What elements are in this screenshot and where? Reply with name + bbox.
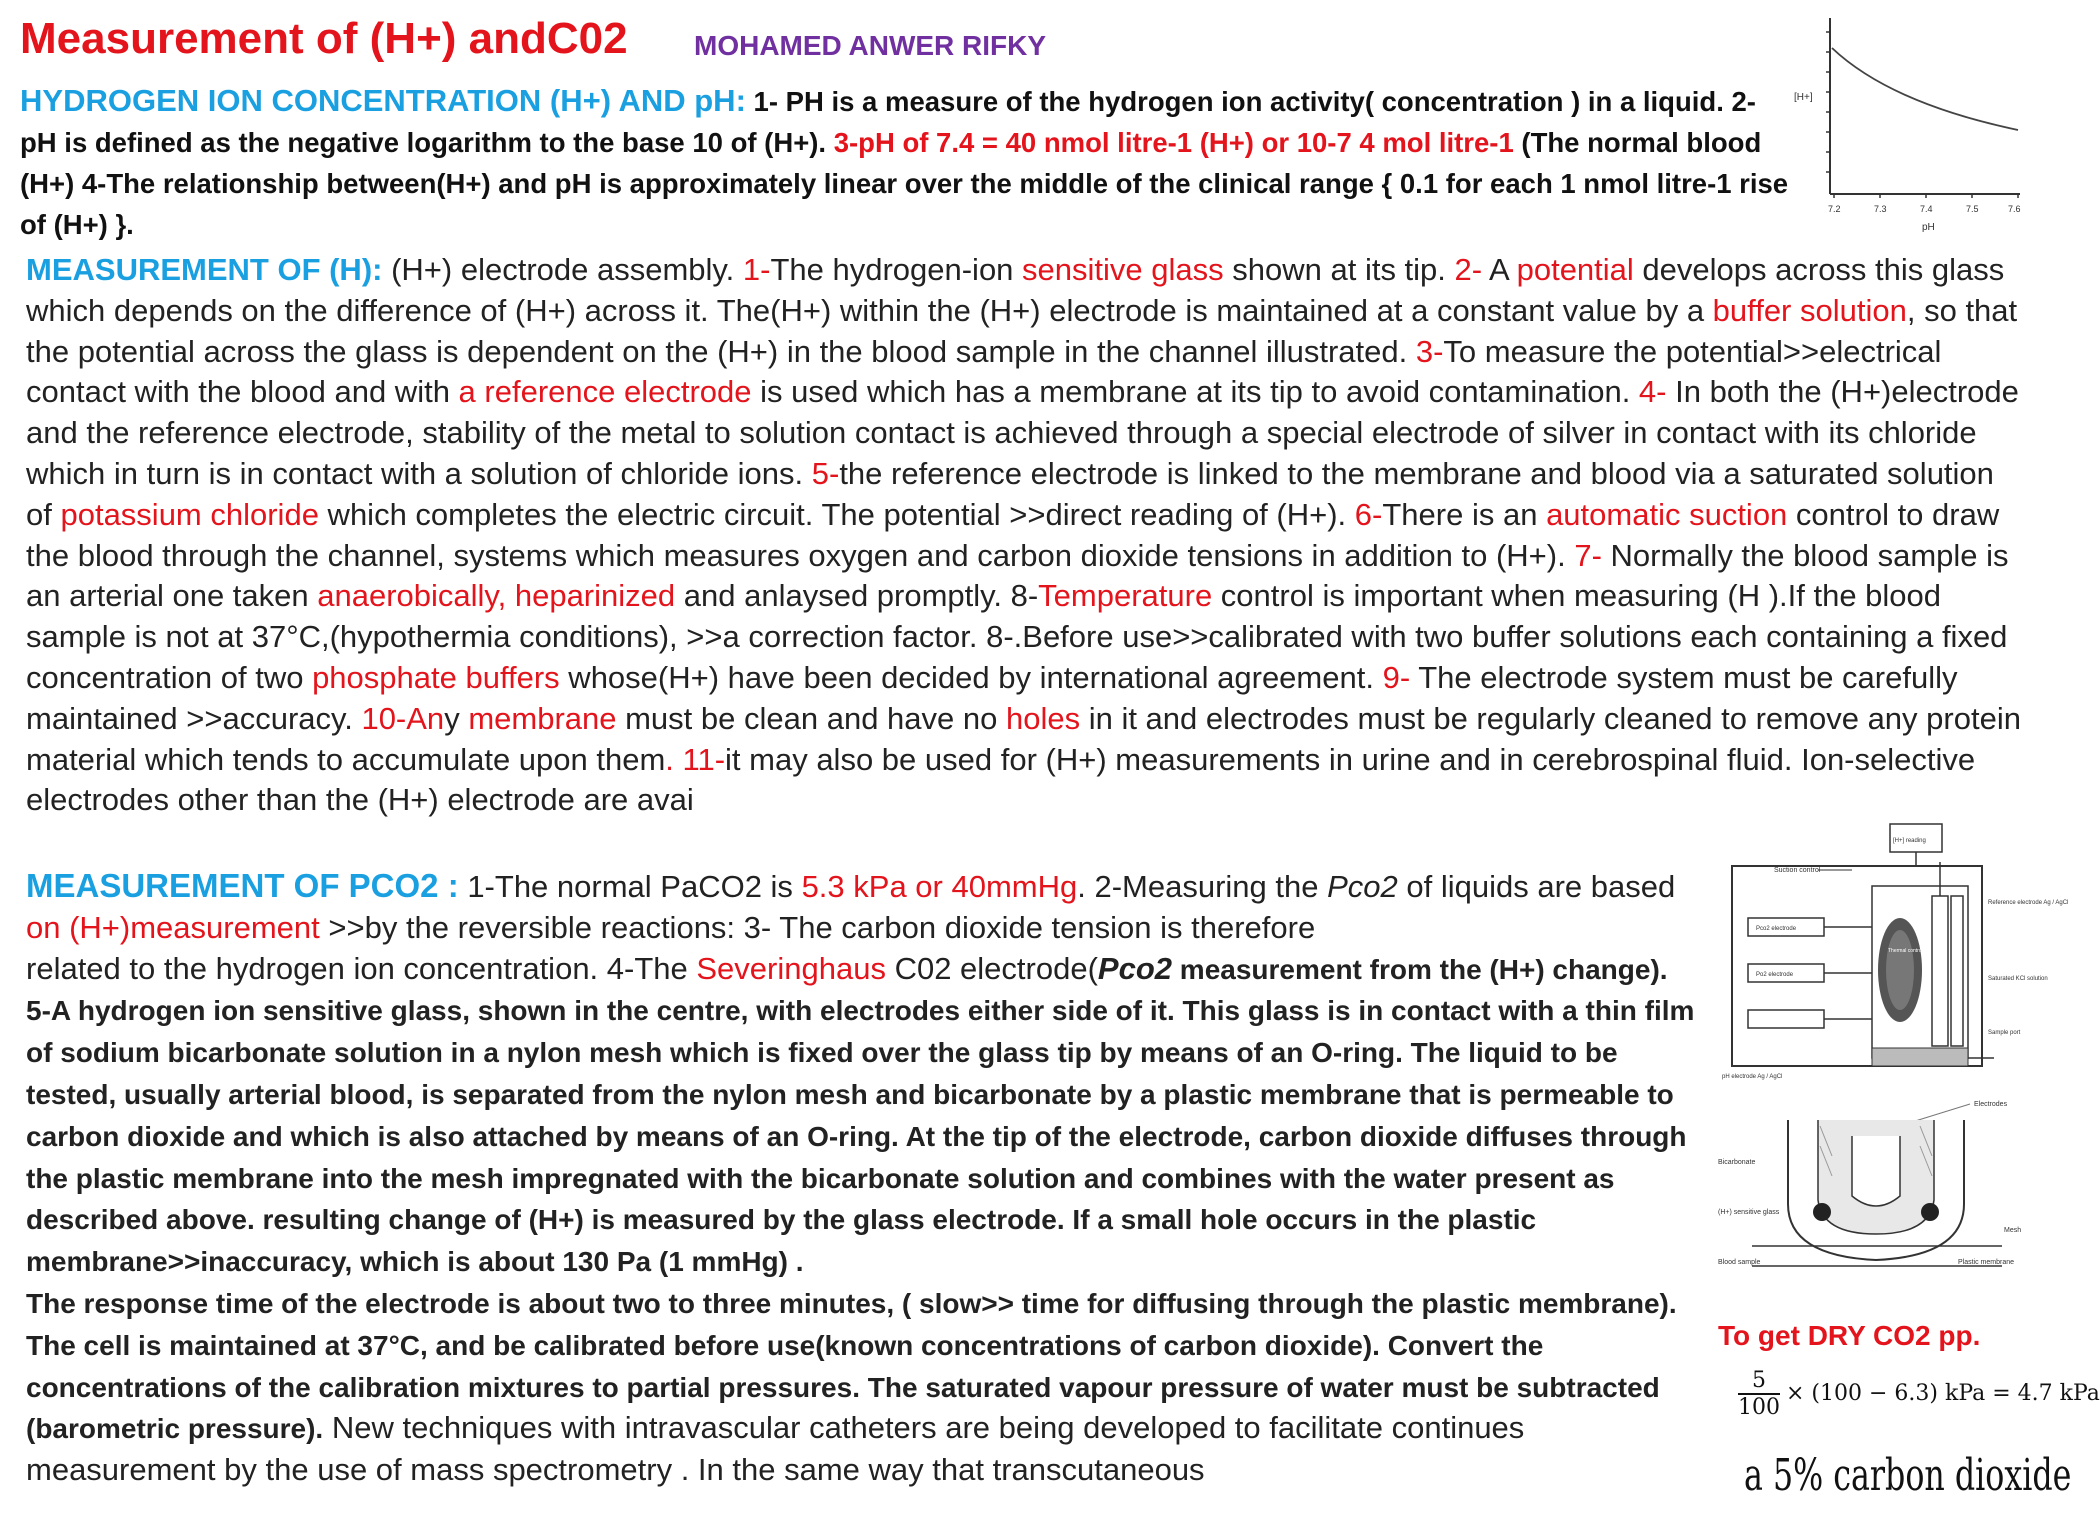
ph-glass-electrode [1852, 1136, 1900, 1206]
fraction-denominator: 100 [1738, 1395, 1780, 1420]
fraction [1738, 1368, 1780, 1420]
text-run-red: 5- [811, 455, 840, 491]
text-run: control to draw the blood through the channel, systems which measures oxygen and carbon dioxide tensions in addition to (H+). [26, 496, 2000, 573]
text-run-red: 3- [1415, 333, 1444, 369]
reference-label: Reference electrode Ag / AgCl [1988, 900, 2069, 906]
text-run-red: . 11- [665, 741, 726, 777]
text-run-red: 7- [1574, 537, 1602, 573]
glass-label: (H+) sensitive glass [1718, 1209, 1780, 1216]
formula-rest: × (100 − 6.3) kPa = 4.7 kPa [1786, 1381, 2100, 1406]
text-run-red: 2- [1454, 252, 1489, 287]
fraction-numerator: 5 [1738, 1368, 1780, 1395]
text-run-red: holes [1005, 700, 1081, 736]
text-run: shown at its tip. [1223, 252, 1455, 287]
o-ring-left [1813, 1203, 1831, 1221]
text-run-red: 6- [1354, 496, 1383, 532]
text-run-red: sensitive glass [1022, 252, 1224, 287]
text-run: There is an [1382, 496, 1547, 532]
page-title: Measurement of (H+) andC02 [20, 14, 628, 63]
x-axis-label: pH [1922, 222, 1935, 233]
hydrogen-ion-section [20, 80, 1790, 245]
hydrogen-text-red: 3-pH of 7.4 = 40 nmol litre-1 (H+) or 10-7 4 mol litre-1 [833, 127, 1514, 158]
electrode-assembly-diagram [1722, 822, 2069, 1092]
x-tick-label: 7.5 [1966, 204, 1979, 214]
dry-co2-label: To get DRY CO2 pp. [1718, 1320, 1981, 1351]
text-run: A [1489, 252, 1517, 287]
blood-label: Blood sample [1718, 1259, 1761, 1266]
text-run: which completes the electric circuit. The potential >>direct reading of (H+). [318, 496, 1355, 532]
measurement-h-heading: MEASUREMENT OF (H): [26, 252, 383, 287]
saturated-label: Saturated KCl solution [1988, 976, 2048, 982]
carbon-dioxide-caption: a 5% carbon dioxide [1744, 1450, 2072, 1501]
text-run: In both the (H+)electrode and the reference electrode, stability of the metal to solution contact is achieved through a special electrode of silver in contact with its chloride which in turn is in contact with a solution of chloride ions. [26, 374, 2019, 491]
mesh-label: Mesh [2004, 1227, 2022, 1234]
text-run-red: 1- [742, 252, 771, 287]
text-run-red: Severinghaus [696, 950, 886, 986]
o-ring-right [1921, 1203, 1939, 1221]
text-run: The electrode system must be carefully maintained >>accuracy. [26, 659, 1958, 736]
text-run: control is important when measuring (H ).If the blood sample is not at 37°C,(hypothermia conditions), >>a correction factor. 8-.Before use>>calibrated with two buffer solutions each containing a fixed concentration of two [26, 578, 2008, 695]
text-run-red: 5.3 kPa or 40mmHg [801, 869, 1078, 904]
text-run: in it and electrodes must be regularly cleaned to remove any protein material which tends to accumulate upon them [26, 700, 2021, 777]
text-run: of liquids are based [1397, 869, 1676, 904]
hydrogen-text-1: 1- PH is a measure of the hydrogen ion activity( concentration ) in a liquid. 2- pH is defined as the negative logarithm to the base 10 of (H+). [20, 86, 1756, 158]
text-run: C02 electrode( [885, 950, 1098, 986]
plastic-label: Plastic membrane [1958, 1259, 2015, 1266]
text-run-bold: The response time of the electrode is about two to three minutes, ( slow>> time for diffusing through the plastic membrane). The cell is maintained at 37°C, and be calibrated before use(known concentrations of carbon dioxide). Convert the concentrations of the calibration mixtures to partial pressures. The saturated vapour pressure of water must be subtracted (barometric pressure). [26, 1287, 1677, 1445]
pco2-electrode-diagram [1712, 1096, 2042, 1286]
text-run: To measure the potential>>electrical contact with the blood and with [26, 333, 1942, 410]
text-run: Normally the blood sample is an arterial one taken [26, 537, 2009, 614]
text-run: it may also be used for (H+) measurements in urine and in cerebrospinal fluid. Ion-selective electrodes other than the (H+) electrode are avai [26, 741, 1976, 818]
hplus-reading-label: [H+] reading [1893, 838, 1926, 844]
text-run: related to the hydrogen ion concentration. 4-The [26, 950, 697, 986]
text-run-red: Temperature [1038, 578, 1213, 614]
measurement-pco2-heading: MEASUREMENT OF PCO2 : [26, 867, 459, 904]
author-name: MOHAMED ANWER RIFKY [694, 30, 1047, 61]
suction-label: Suction control [1774, 867, 1821, 874]
ph-electrode [1748, 1010, 1824, 1028]
text-run-red: phosphate buffers [312, 659, 560, 695]
text-run: and anlaysed promptly. 8- [675, 578, 1039, 614]
text-run: New techniques with intravascular catheters are being developed to facilitate continues measurement by the use of mass spectrometry . In the same way that transcutaneous [26, 1410, 1525, 1488]
measurement-h-section [26, 250, 2026, 821]
text-run: y [444, 700, 469, 736]
text-run: 1-The normal PaCO2 is [458, 869, 802, 904]
text-run-bold: measurement from the (H+) change). 5-A hydrogen ion sensitive glass, shown in the centre, with electrodes either side of it. This glass is in contact with a thin film of sodium bicarbonate solution in a nylon mesh which is fixed over the glass tip by means of an O-ring. The liquid to be tested, usually arterial blood, is separated from the nylon mesh and bicarbonate by a plastic membrane that is permeable to carbon dioxide and which is also attached by means of an O-ring. At the tip of the electrode, carbon dioxide diffuses through the plastic membrane into the mesh impregnated with the bicarbonate solution and combines with the water present as described above. resulting change of (H+) is measured by the glass electrode. If a small hole occurs in the plastic membrane>>inaccuracy, which is about 130 Pa (1 mmHg) . [26, 953, 1695, 1278]
text-run: is used which has a membrane at its tip to avoid contamination. [751, 374, 1639, 410]
electrodes-label: Electrodes [1974, 1101, 2008, 1108]
reference-electrode [1932, 896, 1948, 1046]
measurement-pco2-section [26, 866, 1696, 1491]
text-run-red: potassium chloride [60, 496, 319, 532]
dry-co2-formula [1738, 1368, 2100, 1420]
text-run: . 2-Measuring the [1077, 869, 1328, 904]
ph-hplus-graph [1790, 8, 2030, 238]
x-tick-label: 7.4 [1920, 204, 1933, 214]
text-run-red: buffer solution [1712, 292, 1907, 328]
text-run: must be clean and have no [616, 700, 1006, 736]
y-axis-label: [H+] [1794, 92, 1813, 103]
text-run: >>by the reversible reactions: 3- The carbon dioxide tension is therefore [319, 909, 1316, 945]
hplus-curve [1832, 48, 2018, 130]
text-run-red: 4- [1638, 374, 1667, 410]
text-run-red: potential [1516, 252, 1634, 287]
text-run: The hydrogen-ion [770, 252, 1023, 287]
text-run-red: on (H+)measurement [26, 909, 320, 945]
text-run-italic: Pco2 [1327, 869, 1398, 904]
text-run: whose(H+) have been decided by international agreement. [559, 659, 1383, 695]
bicarbonate-label: Bicarbonate [1718, 1159, 1756, 1166]
x-tick-label: 7.3 [1874, 204, 1887, 214]
po2-label: Po2 electrode [1756, 972, 1794, 978]
hydrogen-text-2: (The normal blood (H+) 4-The relationship between(H+) and pH is approximately linear over the middle of the clinical range { 0.1 for each 1 nmol litre-1 rise of (H+) }. [20, 127, 1789, 240]
text-run-red: membrane [468, 700, 617, 736]
text-run-red: a reference electrode [458, 374, 752, 410]
text-run-red: anaerobically, heparinized [317, 578, 676, 614]
thermal-label: Thermal control system at 37°C [1888, 948, 1959, 954]
text-run: develops across this glass which depends on the difference of (H+) across it. The(H+) within the (H+) electrode is maintained at a constant value by a [26, 252, 2005, 328]
text-run-red: automatic suction [1546, 496, 1788, 532]
ph-electrode-label: pH electrode Ag / AgCl [1722, 1074, 1783, 1080]
pco2-label: Pco2 electrode [1756, 926, 1797, 932]
text-run: (H+) electrode assembly. [382, 252, 743, 287]
x-tick-label: 7.6 [2008, 204, 2021, 214]
text-run-bold-italic: Pco2 [1097, 950, 1173, 986]
x-tick-label: 7.2 [1828, 204, 1841, 214]
text-run-red: 9- [1382, 659, 1411, 695]
sample-label: Sample port [1988, 1030, 2021, 1036]
text-run: , so that the potential across the glass is dependent on the (H+) in the blood sample in the channel illustrated. [26, 292, 2018, 369]
text-run: the reference electrode is linked to the membrane and blood via a saturated solution of [26, 455, 1994, 532]
hydrogen-heading: HYDROGEN ION CONCENTRATION (H+) AND pH: [20, 83, 746, 118]
text-run-red: 10-An [361, 700, 445, 736]
